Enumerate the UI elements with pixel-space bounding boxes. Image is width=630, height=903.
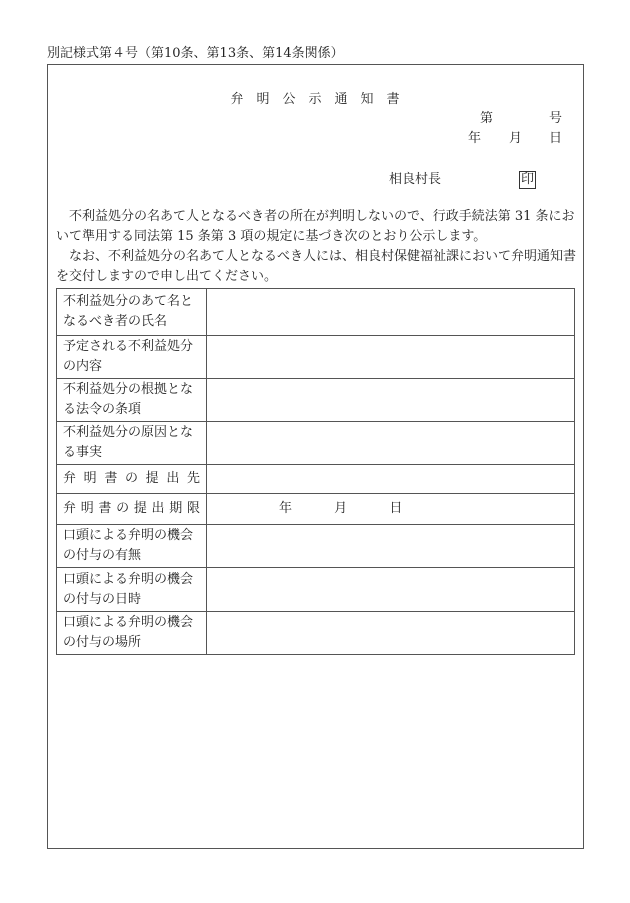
row-label: 不利益処分の根拠となる法令の条項 bbox=[57, 379, 207, 422]
date-year: 年 bbox=[468, 131, 482, 146]
row-label: 弁明書の提出先 bbox=[57, 465, 207, 494]
row-label: 口頭による弁明の機会の付与の場所 bbox=[57, 612, 207, 655]
table-row bbox=[57, 289, 575, 336]
table-row bbox=[57, 422, 575, 465]
notice-body bbox=[56, 207, 578, 287]
paragraph-1: 不利益処分の名あて人となるべき者の所在が判明しないので、行政手続法第 31 条において準用する同法第 15 条第 3 項の規定に基づき次のとおり公示します。 bbox=[56, 209, 575, 244]
deadline-month: 月 bbox=[334, 501, 348, 516]
row-label: 口頭による弁明の機会の付与の有無 bbox=[57, 525, 207, 568]
seal-mark: 印 bbox=[521, 172, 535, 187]
number-go: 号 bbox=[549, 111, 563, 126]
date-day: 日 bbox=[549, 131, 563, 146]
row-label: 不利益処分のあて名となるべき者の氏名 bbox=[57, 289, 207, 336]
row-value[interactable] bbox=[207, 612, 575, 655]
row-value[interactable] bbox=[207, 525, 575, 568]
table-row bbox=[57, 612, 575, 655]
row-value[interactable] bbox=[207, 336, 575, 379]
number-dai: 第 bbox=[480, 111, 494, 126]
table-row bbox=[57, 379, 575, 422]
date-month: 月 bbox=[509, 131, 523, 146]
row-value[interactable] bbox=[207, 568, 575, 612]
row-label: 予定される不利益処分の内容 bbox=[57, 336, 207, 379]
row-label: 不利益処分の原因となる事実 bbox=[57, 422, 207, 465]
row-value[interactable] bbox=[207, 289, 575, 336]
deadline-year: 年 bbox=[279, 501, 293, 516]
issuer: 相良村長 bbox=[389, 172, 442, 187]
table-row bbox=[57, 336, 575, 379]
row-value[interactable] bbox=[207, 379, 575, 422]
table-row bbox=[57, 465, 575, 494]
table-row bbox=[57, 525, 575, 568]
table-row bbox=[57, 494, 575, 525]
table-row bbox=[57, 568, 575, 612]
deadline-date-cell[interactable] bbox=[207, 494, 575, 525]
form-header: 別記様式第４号（第10条、第13条、第14条関係） bbox=[47, 46, 344, 61]
document-title: 弁 明 公 示 通 知 書 bbox=[230, 92, 400, 107]
notice-table bbox=[56, 288, 575, 655]
row-label: 口頭による弁明の機会の付与の日時 bbox=[57, 568, 207, 612]
paragraph-2: なお、不利益処分の名あて人となるべき人には、相良村保健福祉課において弁明通知書を交付しますので申し出てください。 bbox=[56, 249, 577, 284]
row-label: 弁明書の提出期限 bbox=[57, 494, 207, 525]
row-value[interactable] bbox=[207, 465, 575, 494]
row-value[interactable] bbox=[207, 422, 575, 465]
deadline-day: 日 bbox=[389, 501, 403, 516]
